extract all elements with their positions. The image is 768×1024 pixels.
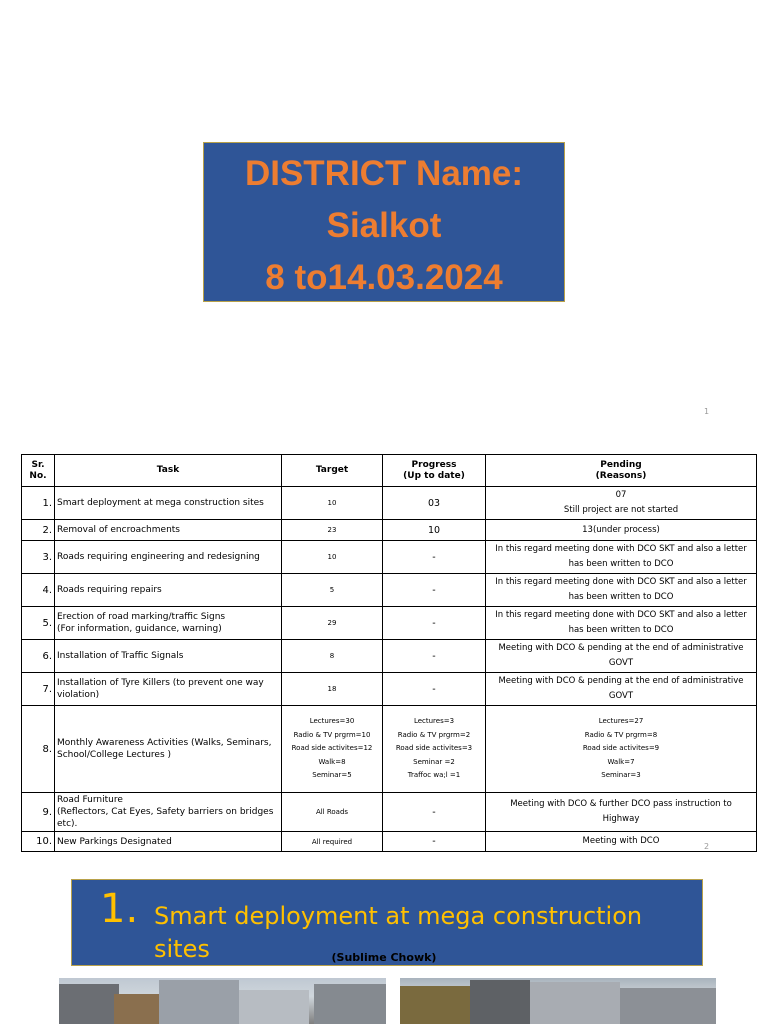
page-number-2: 2 xyxy=(704,842,710,851)
cell-progress: Lectures=3 Radio & TV prgrm=2 Road side activites=3 Seminar =2 Traffoc wa;l =1 xyxy=(383,706,486,793)
cell-sr: 8. xyxy=(22,706,55,793)
page-number-1: 1 xyxy=(704,407,710,416)
cell-task: Monthly Awareness Activities (Walks, Seminars, School/College Lectures ) xyxy=(55,706,282,793)
cell-pending: Meeting with DCO & further DCO pass instruction to Highway xyxy=(486,793,757,832)
column-header-progress: Progress (Up to date) xyxy=(383,455,486,487)
cell-sr: 10. xyxy=(22,832,55,852)
cell-sr: 7. xyxy=(22,673,55,706)
cell-sr: 6. xyxy=(22,640,55,673)
cell-progress: - xyxy=(383,832,486,852)
cell-target: 23 xyxy=(282,520,383,541)
cell-sr: 5. xyxy=(22,607,55,640)
cell-task: Roads requiring repairs xyxy=(55,574,282,607)
cell-target: 5 xyxy=(282,574,383,607)
cell-pending: Meeting with DCO & pending at the end of administrative GOVT xyxy=(486,640,757,673)
photo-caption: (Sublime Chowk) xyxy=(331,951,437,964)
table-row xyxy=(22,673,757,706)
cell-pending: In this regard meeting done with DCO SKT and also a letter has been written to DCO xyxy=(486,541,757,574)
cell-target: 29 xyxy=(282,607,383,640)
cell-target: Lectures=30 Radio & TV prgrm=10 Road side activites=12 Walk=8 Seminar=5 xyxy=(282,706,383,793)
section-title: Smart deployment at mega construction sites xyxy=(154,902,643,963)
cell-pending: Lectures=27 Radio & TV prgrm=8 Road side activites=9 Walk=7 Seminar=3 xyxy=(486,706,757,793)
cell-sr: 4. xyxy=(22,574,55,607)
cell-task: Removal of encroachments xyxy=(55,520,282,541)
table-row xyxy=(22,832,757,852)
cell-target: 18 xyxy=(282,673,383,706)
column-header-pending: Pending (Reasons) xyxy=(486,455,757,487)
title-line-2: Sialkot xyxy=(326,206,442,245)
cell-task: Road Furniture (Reflectors, Cat Eyes, Safety barriers on bridges etc). xyxy=(55,793,282,832)
cell-progress: - xyxy=(383,607,486,640)
table-row xyxy=(22,487,757,520)
table-row xyxy=(22,640,757,673)
cell-progress: - xyxy=(383,574,486,607)
site-photo-left xyxy=(59,978,386,1024)
cell-task: Installation of Tyre Killers (to prevent one way violation) xyxy=(55,673,282,706)
table-row xyxy=(22,793,757,832)
table-header-row xyxy=(22,455,757,487)
cell-target: All required xyxy=(282,832,383,852)
task-progress-table xyxy=(21,454,757,852)
section-number: 1. xyxy=(100,886,139,932)
cell-task: Roads requiring engineering and redesigning xyxy=(55,541,282,574)
cell-target: 8 xyxy=(282,640,383,673)
cell-progress: - xyxy=(383,541,486,574)
table-row xyxy=(22,520,757,541)
cell-pending: In this regard meeting done with DCO SKT and also a letter has been written to DCO xyxy=(486,607,757,640)
cell-task: Erection of road marking/traffic Signs (For information, guidance, warning) xyxy=(55,607,282,640)
cell-target: 10 xyxy=(282,487,383,520)
cell-pending: 07 Still project are not started xyxy=(486,487,757,520)
table-row xyxy=(22,541,757,574)
cell-target: All Roads xyxy=(282,793,383,832)
district-title-box xyxy=(203,142,565,302)
column-header-task: Task xyxy=(55,455,282,487)
column-header-target: Target xyxy=(282,455,383,487)
cell-progress: 10 xyxy=(383,520,486,541)
cell-task: Installation of Traffic Signals xyxy=(55,640,282,673)
table-row xyxy=(22,706,757,793)
cell-pending: Meeting with DCO xyxy=(486,832,757,852)
title-line-1: DISTRICT Name: xyxy=(244,154,524,193)
cell-progress: - xyxy=(383,793,486,832)
cell-progress: - xyxy=(383,673,486,706)
cell-pending: Meeting with DCO & pending at the end of administrative GOVT xyxy=(486,673,757,706)
cell-progress: - xyxy=(383,640,486,673)
cell-sr: 2. xyxy=(22,520,55,541)
table-row xyxy=(22,574,757,607)
cell-pending: In this regard meeting done with DCO SKT and also a letter has been written to DCO xyxy=(486,574,757,607)
cell-sr: 1. xyxy=(22,487,55,520)
site-photo-right xyxy=(400,978,716,1024)
cell-pending: 13(under process) xyxy=(486,520,757,541)
cell-progress: 03 xyxy=(383,487,486,520)
title-line-3: 8 to14.03.2024 xyxy=(265,258,503,297)
cell-sr: 3. xyxy=(22,541,55,574)
cell-task: Smart deployment at mega construction sites xyxy=(55,487,282,520)
table-row xyxy=(22,607,757,640)
column-header-sr: Sr. No. xyxy=(22,455,55,487)
cell-target: 10 xyxy=(282,541,383,574)
cell-task: New Parkings Designated xyxy=(55,832,282,852)
cell-sr: 9. xyxy=(22,793,55,832)
